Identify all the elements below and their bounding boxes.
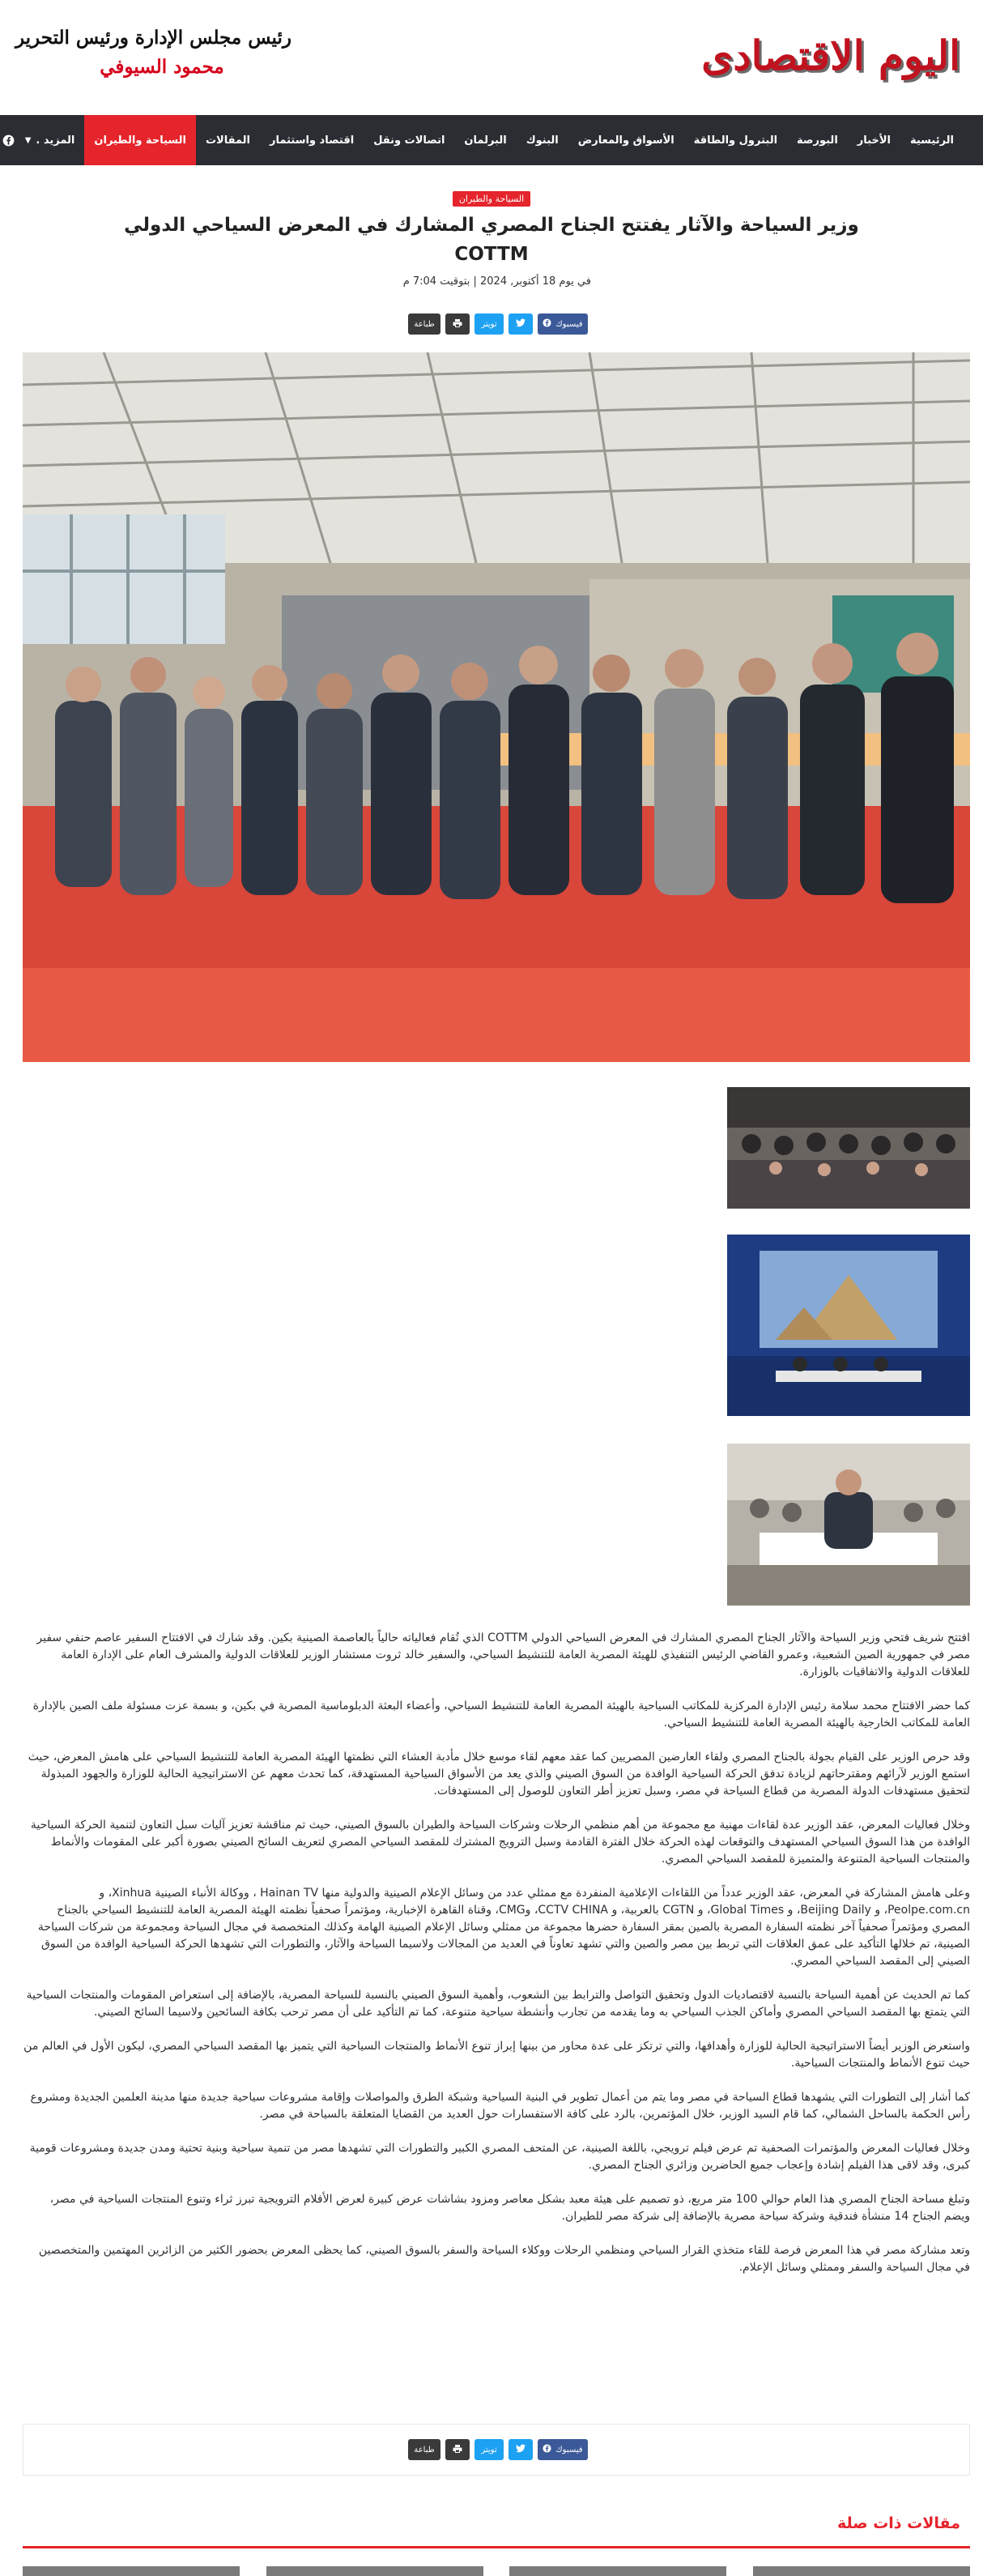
twitter-share-text-button[interactable]: [474, 313, 504, 335]
facebook-share-button[interactable]: [538, 313, 588, 335]
print-icon: [453, 2444, 462, 2456]
twitter-share-label: تويتر: [481, 319, 497, 329]
site-header: [0, 0, 983, 115]
related-thumbnail[interactable]: [23, 2566, 240, 2576]
article-paragraph: كما تم الحديث عن أهمية السياحة بالنسبة لاقتصاديات الدول وتحقيق التواصل والترابط بين الشعوب، وأهمية السوق الصيني بالنسبة للسياحة المصرية، بالإضافة إلى استعراض المقومات والمنتجات السياحية التي يتمتع بها المقصد السياحي المصري وأماكن الجذب السياحي به وما يقدمه من تجارب وأنشطة سياحية متنوعة، كما تم التأكيد على أن مصر ترحب بكافة السائحين ولاسيما السائح الصيني.: [26, 1989, 970, 2019]
article-paragraph: وقد حرص الوزير على القيام بجولة بالجناح المصري ولقاء العارضين المصريين كما عقد معهم لقاء موسع خلال مأدبة العشاء التي نظمتها الهيئة المصرية العامة للتنشيط السياحي على هامش المعرض، حيث استمع الوزير لآرائهم ومقترحاتهم لزيادة تدفق الحركة السياحية الوافدة من السوق الصيني والذي يعد من الأسواق السياحية المستهدفة، كما تحدث معهم عن الاستراتيجية الحالية للوزارة والجهود المبذولة لتحقيق مستهدفات الدولة المصرية من قطاع السياحة في مصر، وسبل تعزيز أطر التعاون للوصول إلى المستهدفات.: [28, 1751, 970, 1798]
print-icon: [453, 318, 462, 331]
twitter-share-text-button[interactable]: [474, 2439, 504, 2460]
article-paragraph: وخلال فعاليات المعرض والمؤتمرات الصحفية تم عرض فيلم ترويجي، باللغة الصينية، عن المتحف المصري الكبير والتطورات التي تشهدها مصر من تنمية سياحية وبنية تحتية ومدن جديدة ومشروعات قومية كبرى، وقد لاقى هذا الفيلم إشادة وإعجاب جميع الحاضرين وزائري الجناح المصري.: [29, 2142, 970, 2172]
print-text-button[interactable]: [408, 2439, 440, 2460]
hero-image: [23, 352, 970, 1062]
twitter-share-label: تويتر: [481, 2445, 497, 2454]
share-bar-top: [408, 313, 588, 335]
nav-more-label: المزيد .: [36, 134, 75, 147]
facebook-icon: [543, 318, 551, 330]
article-paragraph: وتعد مشاركة مصر في هذا المعرض فرصة للقاء متخذي القرار السياحي ومنظمي الرحلات ووكلاء السياحة والسفر بالسوق الصيني، كما يحظى المعرض بحضور الكثير من الزائرين المهتمين والمتخصصين في مجال السياحة والسفر وممثلي وسائل الإعلام.: [38, 2244, 970, 2274]
facebook-icon: [543, 2444, 551, 2455]
logo-text: اليوم الاقتصادى: [701, 32, 960, 79]
category-badge-wrap: [0, 190, 983, 207]
related-thumbnail[interactable]: [509, 2566, 726, 2576]
share-bar-bottom: [408, 2439, 588, 2460]
nav-item-economy-investment[interactable]: اقتصاد واستثمار: [270, 134, 355, 147]
nav-item-news[interactable]: الأخبار: [857, 134, 891, 147]
related-thumbnail[interactable]: [266, 2566, 483, 2576]
article-paragraph: واستعرض الوزير أيضاً الاستراتيجية الحالية للوزارة وأهدافها، والتي ترتكز على عدة محاور من بينها إبراز تنوع الأنماط والمنتجات السياحية التي يتميز بها المقصد السياحي المصري، ليكون الأول في العالم من حيث تنوع الأنماط والمنتجات السياحية.: [23, 2040, 970, 2070]
print-label: طباعة: [414, 2445, 435, 2454]
nav-item-telecom-transport[interactable]: اتصالات ونقل: [373, 134, 445, 147]
nav-social: [0, 115, 15, 165]
print-button[interactable]: [445, 2439, 470, 2460]
related-thumbnail[interactable]: [753, 2566, 970, 2576]
nav-item-oil-energy[interactable]: البترول والطاقة: [693, 134, 778, 147]
gallery-image-3[interactable]: [727, 1444, 970, 1606]
twitter-share-button[interactable]: [509, 313, 533, 335]
facebook-share-label: فيسبوك: [555, 2445, 583, 2454]
nav-item-articles[interactable]: المقالات: [205, 134, 250, 147]
facebook-share-label: فيسبوك: [555, 319, 583, 329]
article-paragraph: كما أشار إلى التطورات التي يشهدها قطاع السياحة في مصر وما يتم من أعمال تطوير في البنية السياحية وشبكة الطرق والمواصلات وإقامة مشروعات سياحية جديدة منها مدينة العلمين الجديدة ومشروع رأس الحكمة بالساحل الشمالي، كما قام السيد الوزير، خلال المؤتمرين، بالرد على كافة الاستفسارات حول العديد من القضايا المتعلقة بالسياحة في مصر.: [30, 2091, 970, 2121]
gallery-image-1[interactable]: [727, 1087, 970, 1209]
article-paragraph: وتبلغ مساحة الجناح المصري هذا العام حوالي 100 متر مربع، ذو تصميم على هيئة معبد بشكل معاصر ومزود بشاشات عرض كبيرة لعرض الأفلام الترويجية تبرز ثراء وتنوع المنتجات السياحية في مصر، ويضم الجناح 14 منشأة فندقية وشركة سياحة مصرية بالإضافة إلى شركة مصر للطيران.: [49, 2193, 970, 2223]
editor-name: محمود السيوفي: [100, 56, 224, 78]
twitter-icon: [516, 318, 526, 330]
category-badge[interactable]: السياحة والطيران: [453, 191, 530, 207]
nav-item-banks[interactable]: البنوك: [526, 134, 559, 147]
nav-item-home[interactable]: الرئيسية: [909, 134, 954, 147]
article-paragraph: وعلى هامش المشاركة في المعرض، عقد الوزير عدداً من اللقاءات الإعلامية المنفردة مع ممثلي عدد من وسائل الإعلام الصينية والدولية منها Hainan TV ، ووكالة الأنباء الصينية Xinhua، و Peolpe.com.cn، و Beijing Daily، و Global Times، و CGTN بالعربية، و CCTV CHINA، وCMG، وقناة القاهرة الإخبارية، ومؤتمراً صحفياً نظمته الهيئة المصرية العامة للتنشيط السياحي بالجناح المصري ومؤتمراً صحفياً آخر نظمته السفارة المصرية بالصين بمقر السفارة حضرها مجموعة من ممثلي وسائل الإعلام الصينية الهامة وكذلك المتخصصة في مجال السياحة ومجموعة من شركات السياحة الصينية، تم خلالها التأكيد على عمق العلاقات التي تربط بين مصر والصين والتي تشهد تعاوناً في العديد من المجالات ولاسيما السياحة والآثار، والتطورات التي تشهدها الحركة السياحية الوافدة من السوق الصيني إلى المقصد السياحي المصري.: [37, 1887, 970, 1968]
facebook-share-button[interactable]: [538, 2439, 588, 2460]
article-body: [23, 1630, 970, 2293]
gallery-image-2[interactable]: [727, 1235, 970, 1416]
chevron-down-icon: ▼: [24, 135, 32, 145]
facebook-icon[interactable]: [2, 134, 15, 147]
site-logo[interactable]: [653, 28, 960, 84]
nav-item-more[interactable]: [15, 115, 85, 165]
main-nav: [0, 115, 983, 165]
nav-items: [15, 115, 964, 165]
nav-item-tourism-aviation[interactable]: السياحة والطيران: [84, 115, 196, 165]
nav-item-stock-market[interactable]: البورصة: [797, 134, 838, 147]
print-label: طباعة: [414, 319, 435, 329]
article-meta: في يوم 18 أكتوبر, 2024 | بتوقيت 7:04 م: [402, 275, 591, 288]
article-paragraph: كما حضر الافتتاح محمد سلامة رئيس الإدارة المركزية للمكاتب السياحية بالهيئة المصرية العامة للتنشيط السياحي، وأعضاء البعثة الدبلوماسية المصرية في بكين، و بسمة عزت مسئولة ملف الصين بالإدارة العامة للمكاتب الخارجية بالهيئة المصرية العامة للتنشيط السياحي.: [32, 1700, 970, 1729]
related-thumbnails: [23, 2566, 970, 2576]
nav-item-parliament[interactable]: البرلمان: [464, 134, 507, 147]
related-articles-title: مقالات ذات صلة: [836, 2514, 960, 2532]
twitter-icon: [516, 2444, 526, 2455]
nav-item-markets-exhibitions[interactable]: الأسواق والمعارض: [577, 134, 674, 147]
article-paragraph: وخلال فعاليات المعرض، عقد الوزير عدة لقاءات مهنية مع مجموعة من أهم منظمي الرحلات وشركات السياحة والطيران بالسوق الصيني، حيث تم مناقشة تعزيز آليات سبل التعاون لتنمية الحركة السياحية الوافدة من هذا السوق السياحي المستهدف والتوقعات لهذه الحركة خلال الفترة القادمة وسبل الترويج المشترك للمقصد السياحي المصري لتعريف السائح الصيني بصورة أكبر على المقومات والأنماط والمنتجات السياحية المتنوعة والمتميزة للمقصد السياحي المصري.: [30, 1819, 970, 1866]
print-button[interactable]: [445, 313, 470, 335]
print-text-button[interactable]: [408, 313, 440, 335]
article-title: وزير السياحة والآثار يفتتح الجناح المصري المشارك في المعرض السياحي الدولي COTTM: [124, 215, 859, 265]
twitter-share-button[interactable]: [509, 2439, 533, 2460]
related-divider: [23, 2546, 970, 2548]
editor-info: [15, 24, 291, 83]
article-paragraph: افتتح شريف فتحي وزير السياحة والآثار الجناح المصري المشارك في المعرض السياحي الدولي COTTM الذي تُقام فعالياته حالياً بالعاصمة الصينية بكين. وقد شارك في الافتتاح السفير عاصم حنفي سفير مصر في جمهورية الصين الشعبية، وعمرو القاضي الرئيس التنفيذي للهيئة المصرية العامة للتنشيط السياحي، والسفير خالد ثروت مستشار الوزير للعلاقات الدولية والمشرف العام على الإدارة العامة للعلاقات الدولية والاتفاقيات بالوزارة.: [36, 1631, 970, 1678]
editor-title: رئيس مجلس الإدارة ورئيس التحرير: [15, 27, 291, 49]
